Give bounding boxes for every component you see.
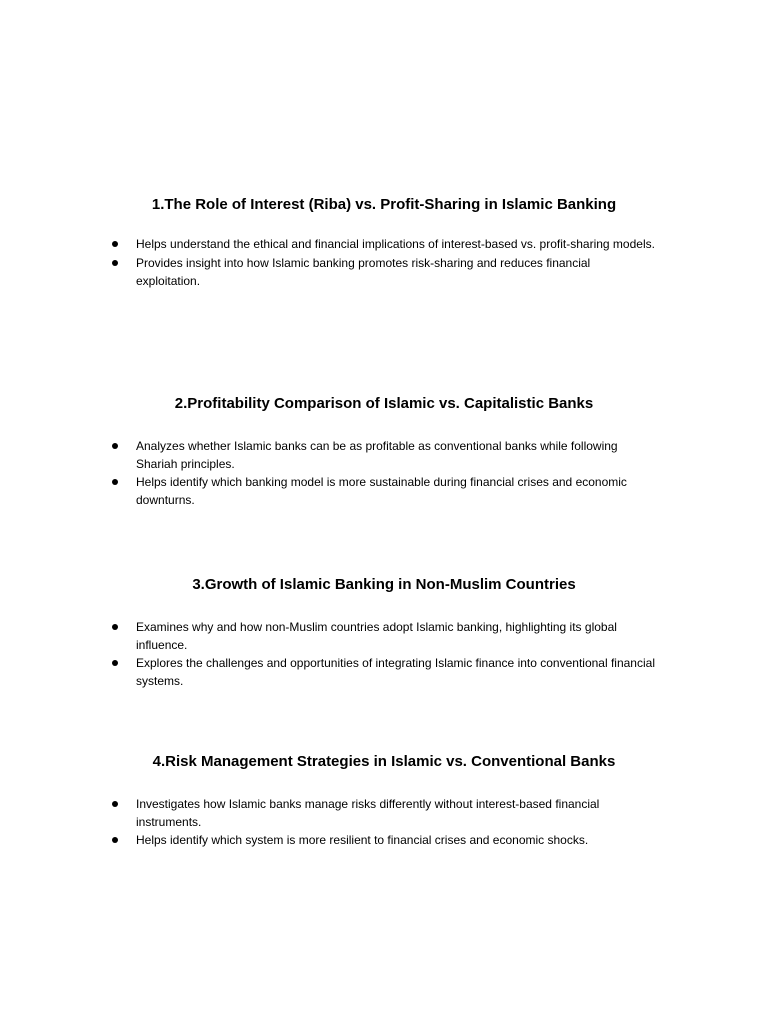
bullet-list [0,795,768,849]
bullet-icon [112,260,118,266]
bullet-icon [112,443,118,449]
bullet-icon [112,660,118,666]
list-item [0,473,656,509]
section-heading: 3.Growth of Islamic Banking in Non-Muslim Countries [192,576,576,593]
bullet-text: Helps identify which system is more resilient to financial crises and economic shocks. [136,833,589,847]
list-item [0,831,656,849]
bullet-icon [112,624,118,630]
bullet-list [0,234,768,290]
bullet-icon [112,837,118,843]
bullet-icon [112,479,118,485]
bullet-text: Analyzes whether Islamic banks can be as profitable as conventional banks while following Shariah principles. [136,439,618,471]
list-item [0,618,656,654]
bullet-text: Investigates how Islamic banks manage risks differently without interest-based financial instruments. [136,797,600,829]
list-item [0,234,656,254]
bullet-list [0,437,768,509]
bullet-text: Provides insight into how Islamic banking promotes risk-sharing and reduces financial exploitation. [136,256,591,288]
bullet-icon [112,241,118,247]
section-heading: 1.The Role of Interest (Riba) vs. Profit-Sharing in Islamic Banking [151,196,617,213]
bullet-text: Helps identify which banking model is more sustainable during financial crises and economic downturns. [136,475,627,507]
section-heading: 2.Profitability Comparison of Islamic vs. Capitalistic Banks [174,395,594,412]
list-item [0,437,656,473]
bullet-icon [112,801,118,807]
bullet-text: Helps understand the ethical and financial implications of interest-based vs. profit-sharing models. [136,237,655,251]
bullet-text: Examines why and how non-Muslim countries adopt Islamic banking, highlighting its global influence. [136,620,617,652]
section-heading: 4.Risk Management Strategies in Islamic vs. Conventional Banks [152,753,616,770]
bullet-text: Explores the challenges and opportunities of integrating Islamic finance into conventional financial systems. [136,656,655,688]
list-item [0,654,656,690]
list-item [0,254,656,290]
bullet-list [0,618,768,690]
list-item [0,795,656,831]
